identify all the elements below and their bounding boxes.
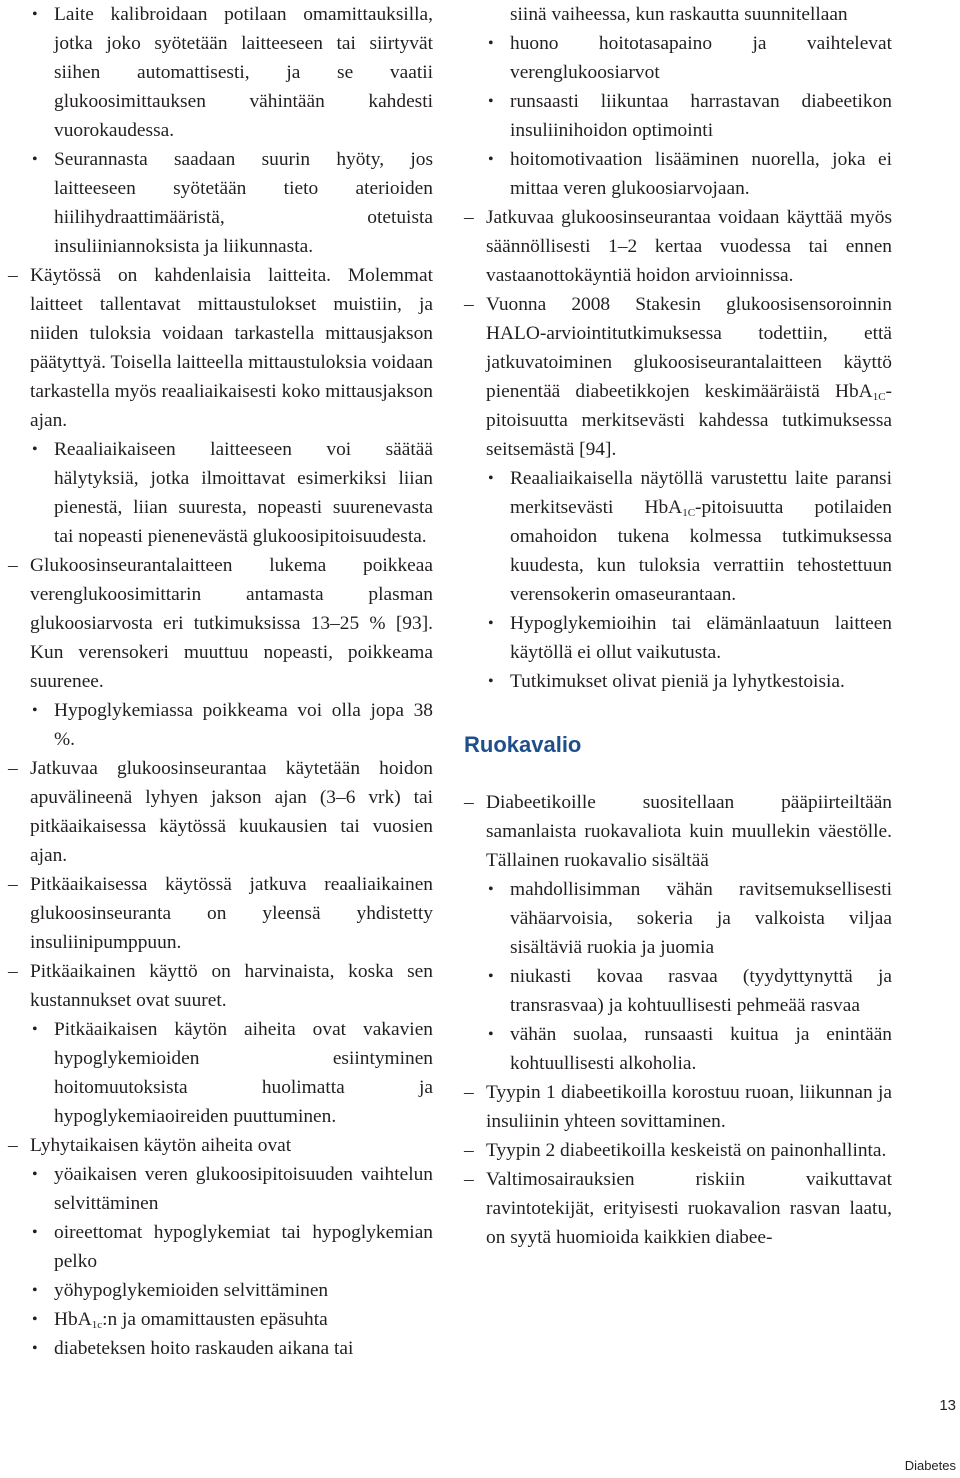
bullet-marker: • — [32, 1282, 38, 1299]
footer-label: Diabetes — [904, 1458, 956, 1473]
item-text: Pitkäaikaisen käytön aiheita ovat vakavien hypoglykemioiden esiintyminen hoitomuutoksista huolimatta ja hypoglykemiaoireiden puuttuminen. — [54, 1019, 433, 1127]
dash-list-item — [8, 870, 433, 957]
bullet-marker: • — [32, 441, 38, 458]
bullet-marker: • — [488, 151, 494, 168]
left-column — [8, 0, 433, 1363]
item-text: huono hoitotasapaino ja vaihtelevat verenglukoosiarvot — [510, 33, 892, 83]
bullet-list-item — [8, 696, 433, 754]
dash-marker: – — [8, 874, 18, 895]
bullet-list-item — [464, 875, 892, 962]
item-text: Laite kalibroidaan potilaan omamittauksilla, jotka joko syötetään laitteeseen tai siirtyvät siihen automattisesti, ja se vaatii glukoosimittauksen vähintään kahdesti vuorokaudessa. — [54, 4, 433, 141]
item-text: vähän suolaa, runsaasti kuitua ja enintään kohtuullisesti alkoholia. — [510, 1024, 892, 1074]
dash-marker: – — [8, 758, 18, 779]
bullet-list-item — [464, 609, 892, 667]
bullet-list-item — [8, 1015, 433, 1131]
bullet-list-item — [464, 29, 892, 87]
dash-marker: – — [464, 207, 474, 228]
subscript: 1C — [682, 507, 696, 519]
item-text: yöaikaisen veren glukoosipitoisuuden vaihtelun selvittäminen — [54, 1164, 433, 1214]
item-text-continued: -pitoisuutta potilaiden omahoidon tukena kolmessa tutkimuksessa kuudesta, kun tuloksia verrattiin tehostettuun verensokerin omaseurantaan. — [510, 497, 892, 605]
item-text-continued: :n ja omamittausten epäsuhta — [102, 1309, 328, 1330]
dash-list-item — [464, 290, 892, 464]
item-text: mahdollisimman vähän ravitsemuksellisesti vähäarvoisia, sokeria ja valkoista viljaa sisältäviä ruokia ja juomia — [510, 879, 892, 958]
bullet-marker: • — [488, 470, 494, 487]
dash-marker: – — [8, 555, 18, 576]
dash-list-item — [464, 203, 892, 290]
dash-list-item — [464, 1165, 892, 1252]
bullet-list-item — [464, 145, 892, 203]
bullet-marker: • — [32, 151, 38, 168]
item-text: Reaaliaikaiseen laitteeseen voi säätää hälytyksiä, jotka ilmoittavat esimerkiksi liian pienestä, liian suuresta, nopeasti suurenevasta tai nopeasti pienenevästä glukoosipitoisuudesta. — [54, 439, 433, 547]
item-text: Seurannasta saadaan suurin hyöty, jos laitteeseen syötetään tieto aterioiden hiilihydraattimääristä, otetuista insuliiniannoksista ja liikunnasta. — [54, 149, 433, 257]
bullet-marker: • — [488, 1026, 494, 1043]
page-number: 13 — [939, 1397, 956, 1414]
bullet-marker: • — [488, 35, 494, 52]
item-text: Hypoglykemioihin tai elämänlaatuun laitteen käytöllä ei ollut vaikutusta. — [510, 613, 892, 663]
bullet-marker: • — [32, 1311, 38, 1328]
bullet-marker: • — [488, 615, 494, 632]
dash-list-item — [464, 1078, 892, 1136]
bullet-list-item — [8, 0, 433, 145]
item-text: Jatkuvaa glukoosinseurantaa voidaan käyttää myös säännöllisesti 1–2 kertaa vuodessa tai ennen vastaanottokäyntiä hoidon arvioinnissa. — [486, 207, 892, 286]
bullet-list-item — [8, 145, 433, 261]
item-text: Jatkuvaa glukoosinseurantaa käytetään hoidon apuvälineenä lyhyen jakson ajan (3–6 vrk) tai pitkäaikaisessa käytössä kuukausien tai vuosien ajan. — [30, 758, 433, 866]
bullet-list-item — [8, 1305, 433, 1334]
dash-list-item — [8, 551, 433, 696]
item-text: Tyypin 2 diabeetikoilla keskeistä on painonhallinta. — [486, 1140, 887, 1161]
item-text: Pitkäaikainen käyttö on harvinaista, koska sen kustannukset ovat suuret. — [30, 961, 433, 1011]
dash-marker: – — [8, 961, 18, 982]
item-text: Reaaliaikaisella näytöllä varustettu laite paransi merkitsevästi HbA — [510, 468, 892, 518]
dash-marker: – — [464, 1082, 474, 1103]
section-heading-ruokavalio: Ruokavalio — [464, 732, 582, 757]
dash-marker: – — [464, 1169, 474, 1190]
dash-marker: – — [464, 294, 474, 315]
bullet-marker: • — [488, 93, 494, 110]
item-text: diabeteksen hoito raskauden aikana tai — [54, 1338, 354, 1359]
bullet-marker: • — [32, 1021, 38, 1038]
dash-marker: – — [464, 792, 474, 813]
bullet-marker: • — [32, 1340, 38, 1357]
subscript: 1C — [872, 391, 886, 403]
item-text: runsaasti liikuntaa harrastavan diabeetikon insuliinihoidon optimointi — [510, 91, 892, 141]
item-text: Glukoosinseurantalaitteen lukema poikkeaa verenglukoosimittarin antamasta plasman glukoosiarvosta eri tutkimuksissa 13–25 % [93]. Kun verensokeri muuttuu nopeasti, poikkeama suurenee. — [30, 555, 433, 692]
item-text: oireettomat hypoglykemiat tai hypoglykemian pelko — [54, 1222, 433, 1272]
item-text: siinä vaiheessa, kun raskautta suunnitellaan — [510, 4, 848, 25]
bullet-marker: • — [488, 881, 494, 898]
bullet-list-item — [8, 1218, 433, 1276]
dash-list-item — [464, 788, 892, 875]
bullet-marker: • — [488, 968, 494, 985]
bullet-marker: • — [32, 6, 38, 23]
bullet-list-item — [464, 87, 892, 145]
item-text: Hypoglykemiassa poikkeama voi olla jopa 38 %. — [54, 700, 433, 750]
dash-marker: – — [8, 265, 18, 286]
bullet-list-item — [464, 464, 892, 609]
item-text: Valtimosairauksien riskiin vaikuttavat ravintotekijät, erityisesti ruokavalion rasvan laatu, on syytä huomioida kaikkien diabee- — [486, 1169, 892, 1248]
bullet-marker: • — [32, 1166, 38, 1183]
bullet-list-item — [8, 1276, 433, 1305]
item-text: HbA — [54, 1309, 92, 1330]
right-column — [464, 0, 892, 1252]
dash-list-item — [8, 957, 433, 1015]
item-text-continued: -pitoisuutta merkitsevästi kahdessa tutkimuksessa seitsemästä [94]. — [486, 381, 892, 460]
dash-marker: – — [8, 1135, 18, 1156]
item-text: Tyypin 1 diabeetikoilla korostuu ruoan, liikunnan ja insuliinin yhteen sovittaminen. — [486, 1082, 892, 1132]
item-text: Vuonna 2008 Stakesin glukoosisensoroinnin HALO-arviointitutkimuksessa todettiin, että jatkuvatoiminen glukoosiseurantalaitteen käyttö pienentää diabeetikkojen keskimääräistä HbA — [486, 294, 892, 402]
bullet-list-item — [8, 1334, 433, 1363]
bullet-marker: • — [32, 1224, 38, 1241]
subscript: 1c — [91, 1319, 103, 1331]
dash-list-item — [464, 1136, 892, 1165]
dash-marker: – — [464, 1140, 474, 1161]
bullet-marker: • — [32, 702, 38, 719]
bullet-list-item — [464, 962, 892, 1020]
dash-list-item — [8, 261, 433, 435]
dash-list-item — [8, 754, 433, 870]
item-text: Pitkäaikaisessa käytössä jatkuva reaaliaikainen glukoosinseuranta on yleensä yhdistetty insuliinipumppuun. — [30, 874, 433, 953]
bullet-list-item — [464, 0, 892, 29]
bullet-marker: • — [488, 673, 494, 690]
bullet-list-item — [8, 1160, 433, 1218]
item-text: Käytössä on kahdenlaisia laitteita. Molemmat laitteet tallentavat mittaustulokset muistiin, ja niiden tuloksia voidaan tarkastella mittausjakson päätyttyä. Toisella laitteella mittaustuloksia voidaan tarkastella myös reaaliaikaisesti koko mittausjakson ajan. — [30, 265, 433, 431]
item-text: Diabeetikoille suositellaan pääpiirteiltään samanlaista ruokavaliota kuin muullekin väestölle. Tällainen ruokavalio sisältää — [486, 792, 892, 871]
right-column-bottom-list — [464, 788, 892, 1252]
dash-list-item — [8, 1131, 433, 1160]
item-text: niukasti kovaa rasvaa (tyydyttynyttä ja transrasvaa) ja kohtuullisesti pehmeää rasvaa — [510, 966, 892, 1016]
bullet-list-item — [8, 435, 433, 551]
right-column-top-list — [464, 0, 892, 696]
item-text: Tutkimukset olivat pieniä ja lyhytkestoisia. — [510, 671, 845, 692]
item-text: hoitomotivaation lisääminen nuorella, joka ei mittaa veren glukoosiarvojaan. — [510, 149, 892, 199]
bullet-list-item — [464, 667, 892, 696]
item-text: yöhypoglykemioiden selvittäminen — [54, 1280, 329, 1301]
bullet-list-item — [464, 1020, 892, 1078]
item-text: Lyhytaikaisen käytön aiheita ovat — [30, 1135, 292, 1156]
